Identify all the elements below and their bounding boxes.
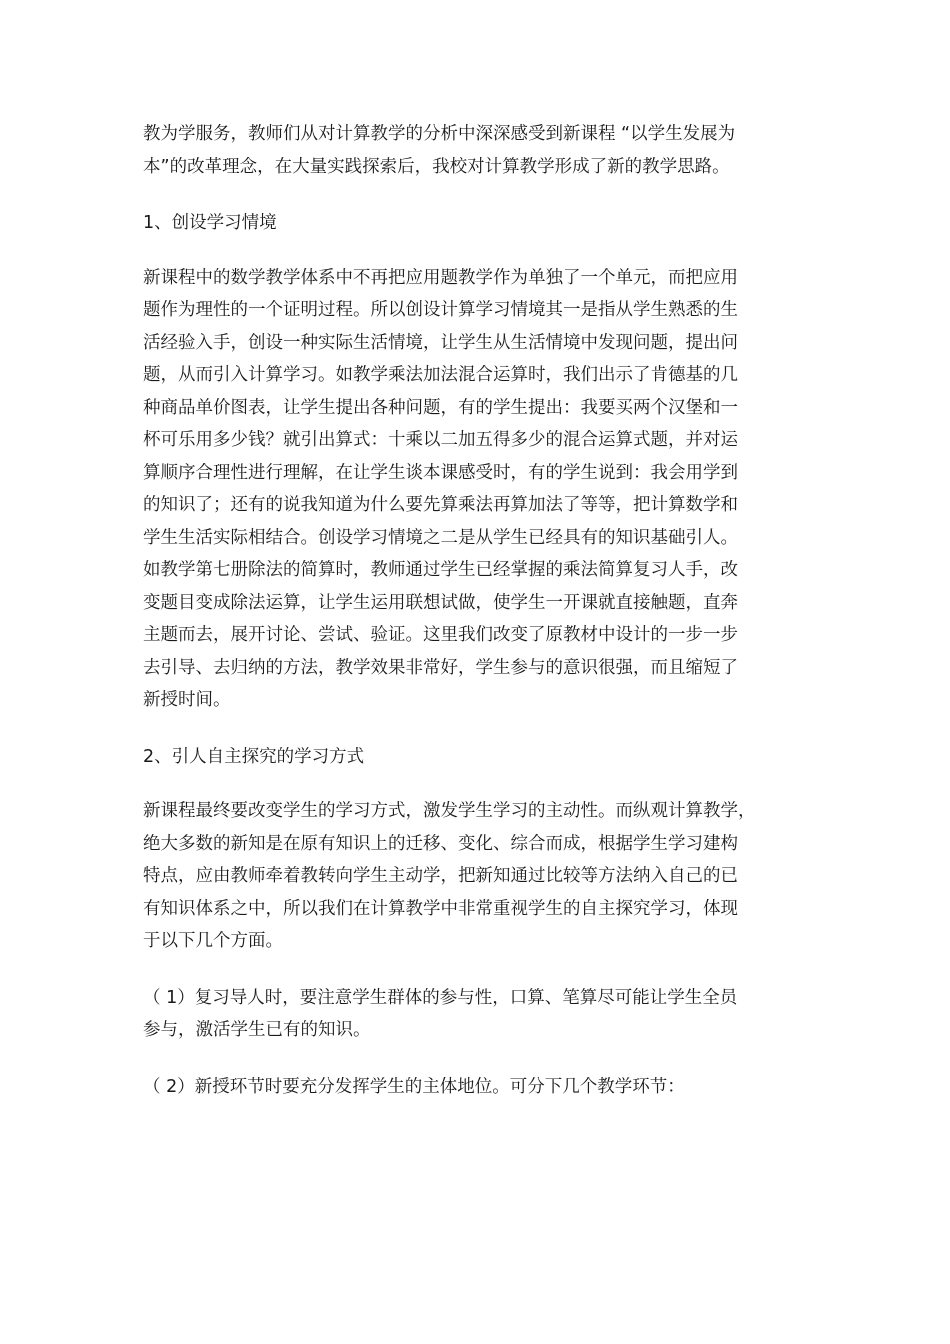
item-1-paragraph	[143, 982, 807, 1047]
text-line: 算顺序合理性进行理解，在让学生谈本课感受时，有的学生说到：我会用学到	[143, 462, 738, 483]
item-2-paragraph	[143, 1071, 807, 1104]
text-line: 变题目变成除法运算，让学生运用联想试做，使学生一开课就直接触题，直奔	[143, 592, 738, 613]
text-line: 有知识体系之中，所以我们在计算教学中非常重视学生的自主探究学习，体现	[143, 898, 738, 919]
section-2-paragraph	[143, 795, 807, 958]
text-line: 教为学服务，教师们从对计算教学的分析中深深感受到新课程 “以学生发展为	[143, 124, 736, 144]
text-line: 种商品单价图表，让学生提出各种问题，有的学生提出：我要买两个汉堡和一	[143, 397, 738, 418]
text-line: 特点，应由教师牵着教转向学生主动学，把新知通过比较等方法纳入自己的已	[143, 866, 738, 886]
text-line: 题作为理性的一个证明过程。所以创设计算学习情境其一是指从学生熟悉的生	[143, 300, 738, 320]
text-line: 绝大多数的新知是在原有知识上的迁移、变化、综合而成，根据学生学习建构	[143, 833, 738, 854]
text-line: 活经验入手，创设一种实际生活情境，让学生从生活情境中发现问题，提出问	[143, 332, 738, 353]
intro-paragraph	[143, 118, 807, 183]
text-line: 如教学第七册除法的简算时，教师通过学生已经掌握的乘法简算复习人手，改	[143, 560, 738, 580]
text-line: 的知识了；还有的说我知道为什么要先算乘法再算加法了等等，把计算数学和	[143, 495, 738, 515]
text-line: 参与，激活学生已有的知识。	[143, 1020, 371, 1040]
document-page	[143, 118, 807, 1127]
text-line: （ 2）新授环节时要充分发挥学生的主体地位。可分下几个教学环节：	[143, 1076, 685, 1097]
heading-text: 1、创设学习情境	[143, 213, 277, 233]
heading-text: 2、引人自主探究的学习方式	[143, 746, 365, 767]
text-line: 新课程中的数学教学体系中不再把应用题教学作为单独了一个单元，而把应用	[143, 267, 738, 288]
text-line: 去引导、去归纳的方法，教学效果非常好，学生参与的意识很强，而且缩短了	[143, 657, 738, 678]
text-line: 杯可乐用多少钱？就引出算式：十乘以二加五得多少的混合运算式题，并对运	[143, 430, 738, 450]
text-line: 学生生活实际相结合。创设学习情境之二是从学生已经具有的知识基础引人。	[143, 527, 738, 548]
text-line: 主题而去，展开讨论、尝试、验证。这里我们改变了原教材中设计的一步一步	[143, 625, 738, 645]
section-1-paragraph	[143, 262, 807, 717]
text-line: 题，从而引入计算学习。如教学乘法加法混合运算时，我们出示了肯德基的几	[143, 365, 738, 385]
text-line: （ 1）复习导人时，要注意学生群体的参与性，口算、笔算尽可能让学生全员	[143, 987, 738, 1008]
text-line: 本”的改革理念，在大量实践探索后，我校对计算教学形成了新的教学思路。	[143, 156, 730, 177]
text-line: 新授时间。	[143, 690, 231, 710]
text-line: 于以下几个方面。	[143, 931, 283, 951]
text-line: 新课程最终要改变学生的学习方式，激发学生学习的主动性。而纵观计算教学，	[143, 801, 756, 821]
section-heading-2	[143, 741, 807, 774]
section-heading-1	[143, 207, 807, 240]
